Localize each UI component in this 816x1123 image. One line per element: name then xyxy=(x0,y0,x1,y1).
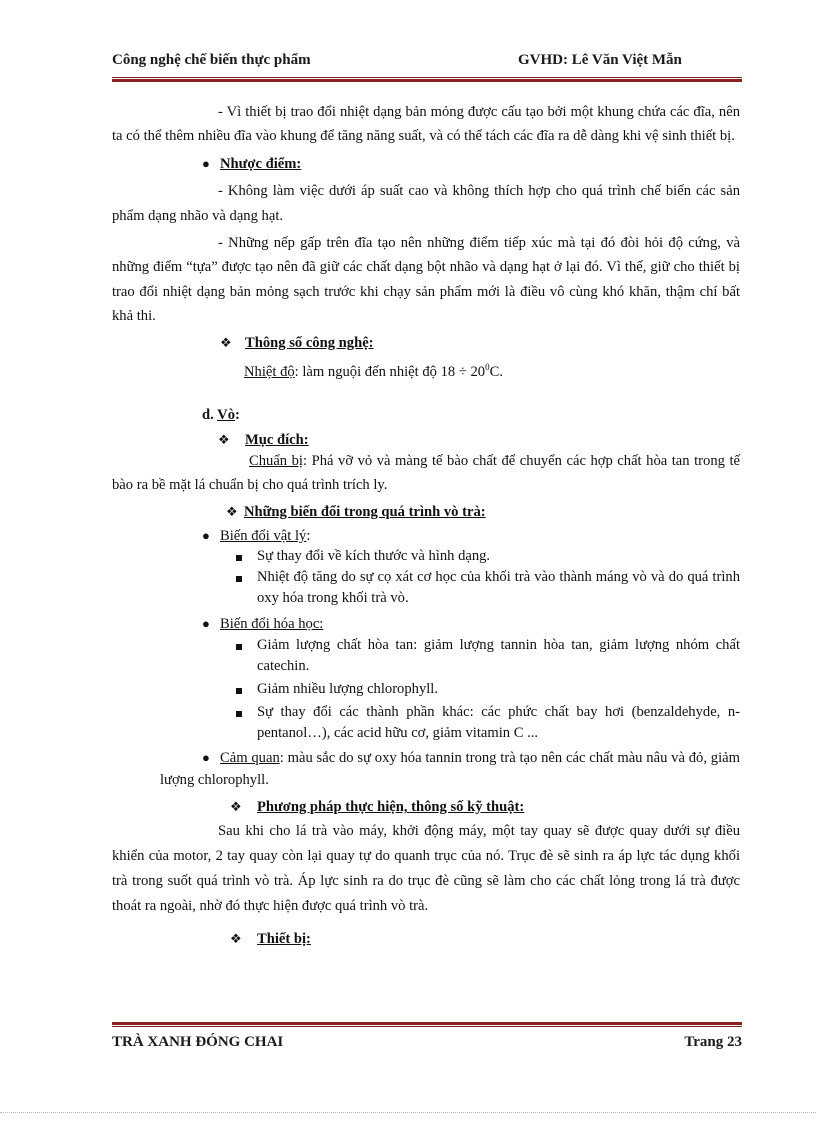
page-footer xyxy=(112,1034,742,1056)
square-bullet-icon xyxy=(236,644,242,650)
section-d-heading-row xyxy=(112,403,740,427)
diamond-bullet-icon: ❖ xyxy=(218,431,230,447)
purpose-heading-row xyxy=(112,428,740,449)
page-break-line xyxy=(0,1112,816,1113)
chemical-heading: Biến đổi hóa học: xyxy=(220,616,324,633)
section-d-label: d. xyxy=(202,407,214,424)
disadvantage-2: - Những nếp gấp trên đĩa tạo nên những điểm tiếp xúc mà tại đó đòi hỏi độ cứng, và những điểm “tựa” được tạo nên đã giữ các chất dạng bột nhão và dạng hạt ở lại đó. Vì thế, giữ cho thiết bị trao đổi nhiệt dạng bản mỏng sạch trước khi chạy sản phẩm mới là điều vô cùng khó khăn, thậm chí bất khả thi. xyxy=(112,235,740,325)
section-d-colon: : xyxy=(235,407,240,424)
page-header xyxy=(112,52,742,74)
prep-text: : Phá vỡ vỏ và màng tế bào chất để chuyển các hợp chất hòa tan trong tế bào ra bề mặt lá chuẩn bị cho quá trình trích ly. xyxy=(112,452,740,494)
section-d-title: Vò xyxy=(217,407,235,424)
temperature-unit: C. xyxy=(489,363,503,380)
header-course-title: Công nghệ chế biến thực phẩm xyxy=(112,52,311,68)
footer-page-number: Trang 23 xyxy=(684,1034,742,1050)
physical-heading-colon: : xyxy=(306,528,311,545)
footer-document-title: TRÀ XANH ĐÓNG CHAI xyxy=(112,1034,284,1050)
page-body xyxy=(112,100,740,952)
method-heading: Phương pháp thực hiện, thông số kỹ thuật: xyxy=(257,799,525,816)
method-heading-row xyxy=(112,795,740,819)
disadvantage-1: - Không làm việc dưới áp suất cao và không thích hợp cho quá trình chế biến các sản phẩm dạng nhão và dạng hạt. xyxy=(112,183,740,224)
equipment-heading-row xyxy=(112,927,740,951)
sensory-text: : màu sắc do sự oxy hóa tannin trong trà tạo nên các chất màu nâu và đỏ, giảm lượng chlorophyll. xyxy=(160,750,740,789)
diamond-bullet-icon: ❖ xyxy=(230,799,242,815)
chemical-item-2 xyxy=(112,702,740,744)
chemical-item-text: Giảm lượng chất hòa tan: giảm lượng tannin hòa tan, giảm lượng nhóm chất catechin. xyxy=(257,637,740,675)
square-bullet-icon xyxy=(236,711,242,717)
method-paragraph: Sau khi cho lá trà vào máy, khởi động máy, một tay quay sẽ được quay dưới sự điều khiển của motor, 2 tay quay còn lại quay tự do quanh trục của nó. Trục đè sẽ sinh ra áp lực tác dụng khối trà trong suốt quá trình vò trà. Áp lực sinh ra do trục đè cũng sẽ làm cho các chất lỏng trong lá trà được thoát ra ngoài, nhờ đó thực hiện được quá trình vò trà. xyxy=(112,823,740,915)
chemical-item-text: Sự thay đổi các thành phần khác: các phức chất bay hơi (benzaldehyde, n-pentanol…), các acid hữu cơ, giảm vitamin C ... xyxy=(257,704,740,742)
physical-item-0 xyxy=(112,546,740,567)
tech-params-heading: Thông số công nghệ: xyxy=(245,334,374,351)
square-bullet-icon xyxy=(236,576,242,582)
temperature-line xyxy=(244,355,503,384)
purpose-heading: Mục đích: xyxy=(245,431,309,448)
physical-heading-label: Biến đổi vật lý xyxy=(220,528,307,545)
chemical-item-1 xyxy=(112,679,740,700)
physical-item-1 xyxy=(112,567,740,609)
temperature-label: Nhiệt độ xyxy=(244,363,295,380)
equipment-heading: Thiết bị: xyxy=(257,931,311,948)
prep-paragraph-block xyxy=(112,449,740,498)
intro-paragraph: - Vì thiết bị trao đổi nhiệt dạng bản mỏng được cấu tạo bởi một khung chứa các đĩa, nên ta có thể thêm nhiều đĩa vào khung để tăng năng suất, và có thể tách các đĩa ra dễ dàng khi vệ sinh thiết bị. xyxy=(112,104,740,145)
changes-heading-row xyxy=(112,500,740,524)
physical-item-text: Sự thay đổi về kích thước và hình dạng. xyxy=(257,548,491,565)
prep-label: Chuẩn bị xyxy=(249,452,303,469)
tech-params-heading-row xyxy=(112,331,740,355)
chemical-heading-row xyxy=(112,612,740,635)
section-d-heading xyxy=(202,403,240,427)
prep-paragraph xyxy=(112,449,740,498)
bullet-icon: ● xyxy=(202,528,210,544)
physical-item-text: Nhiệt độ tăng do sự cọ xát cơ học của khối trà vào thành máng vò và do quá trình oxy hóa trong khối trà vò. xyxy=(257,569,740,607)
sensory-label: Cảm quan xyxy=(220,750,280,767)
changes-heading: Những biến đổi trong quá trình vò trà: xyxy=(244,503,486,520)
diamond-bullet-icon: ❖ xyxy=(220,334,232,350)
square-bullet-icon xyxy=(236,555,242,561)
chemical-item-text: Giảm nhiều lượng chlorophyll. xyxy=(257,681,438,698)
physical-heading xyxy=(220,524,310,548)
sensory-block xyxy=(112,747,740,791)
temperature-text: : làm nguội đến nhiệt độ 18 ÷ 20 xyxy=(294,363,486,380)
footer-divider xyxy=(112,1022,742,1027)
chemical-item-0 xyxy=(112,635,740,677)
physical-heading-row xyxy=(112,524,740,546)
header-instructor: GVHD: Lê Văn Việt Mẫn xyxy=(518,52,682,68)
temperature-degree: 0 xyxy=(485,362,490,373)
temperature-row xyxy=(112,355,740,379)
disadvantages-heading-row xyxy=(112,152,740,176)
bullet-icon: ● xyxy=(202,616,210,632)
header-divider xyxy=(112,77,742,82)
bullet-icon: ● xyxy=(202,155,210,171)
disadvantages-heading: Nhược điểm: xyxy=(220,155,302,172)
bullet-icon: ● xyxy=(202,750,210,766)
square-bullet-icon xyxy=(236,688,242,694)
diamond-bullet-icon: ❖ xyxy=(230,931,242,947)
diamond-bullet-icon: ❖ xyxy=(226,503,238,519)
